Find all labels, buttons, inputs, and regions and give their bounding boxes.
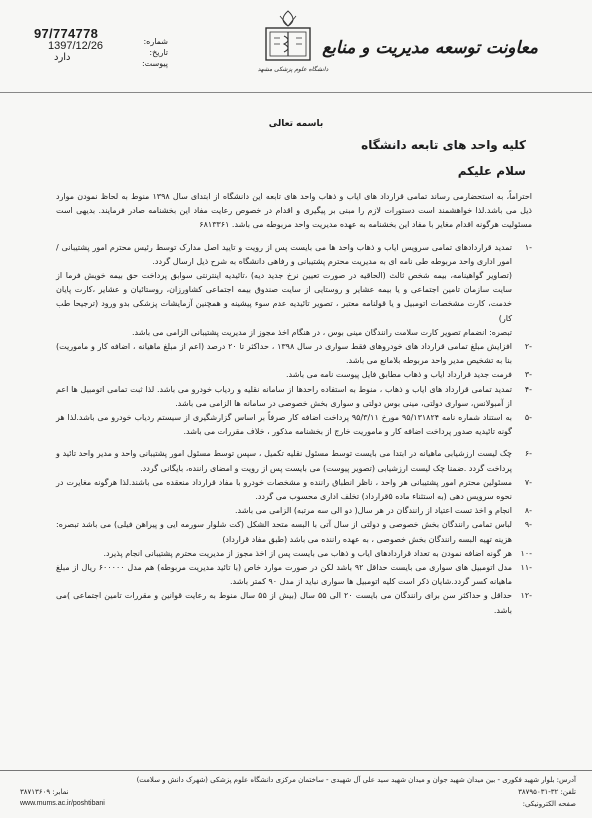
header-divider	[0, 92, 592, 93]
list-item: -۶ چک لیست ارزشیابی ماهیانه در ابتدا می بایست توسط مسئول نقلیه تکمیل ، سپس توسط مسئول امور پشتیبانی واحد و مدیر واحد تائید و پرداخت گردد .ضمنا چک لیست ارزشیابی (تصویر پیوست) می بایست پس از رویت و امضای راننده، بایگانی گردد.	[56, 449, 532, 473]
footer-phone: تلفن: ۳۲-۳۸۷۹۵۰۳۱	[518, 788, 576, 796]
label-attachment: پیوست:	[141, 59, 168, 68]
letter-greeting: سلام علیکم	[457, 164, 526, 178]
footer-address: آدرس: بلوار شهید فکوری - بین میدان شهید جوان و میدان شهید سید علی آل شهیدی - ساختمان مرکزی دانشگاه علوم پزشکی (شهرک دانش و سلامت)	[136, 776, 576, 784]
list-item: تبصره: انضمام تصویر کارت سلامت رانندگان مینی بوس ، در هنگام اخذ مجوز از مدیریت پشتیبانی الزامی می باشد.	[131, 327, 512, 337]
letter-meta	[34, 28, 103, 64]
footer-divider	[0, 770, 592, 771]
list-item: (تصاویر گواهینامه، بیمه شخص ثالث (الحاقیه در صورت تعیین نرخ جدید دیه) ،تائیدیه اینترنتی سوابق پرداخت حق بیمه خویش فرما از سایت سازمان تامین اجتماعی و یا بیمه عشایر و روستایی از سایت صندوق بیمه اجتماعی کشاورزان، روستائیان و عشایر ،کارت پایان خدمت، کارت مشخصات اتومبیل و یا قولنامه معتبر ، تصویر تائیدیه عدم سوء پیشینه و همچنین آزمایشات پزشکی بدو ورود (ترجیحا طب کار)	[56, 271, 512, 323]
letter-intro: احتراماً، به استحضارمی رساند تمامی قرارداد های ایاب و ذهاب واحد های تابعه این دانشگاه از ابتدای سال ۱۳۹۸ منوط به لحاظ نمودن موارد ذیل می باشد.لذا خواهشمند است دستورات لازم را مبنی بر پیگیری و اقدام در خصوص رعایت مفاد این بخشنامه صادر فرمایند. بدیهی است مسئولیت هرگونه اقدام مغایر با مفاد این بخشنامه به عهده مدیریت واحد مربوطه می باشد. ۶۸۱۳۳۶۱	[56, 192, 533, 230]
letter-body	[56, 190, 532, 618]
footer-website-label: صفحه الکترونیکی:	[522, 800, 576, 808]
letter-meta-labels	[118, 36, 168, 69]
list-item: -۱ تمدید قراردادهای تمامی سرویس ایاب و ذهاب واحد ها می بایست پس از رویت و تایید اصل مدارک توسط رئیس محترم امور پشتیبانی / امور اداری واحد مربوطه طی نامه ای به مدیریت محترم پشتیبانی و رفاهی دانشگاه به شرح ذیل ارسال گردد.	[56, 242, 532, 266]
letter-addressee: کلیه واحد های تابعه دانشگاه	[361, 138, 526, 152]
letter-attachment: دارد	[54, 52, 71, 63]
university-emblem-icon	[258, 8, 318, 64]
list-item: -۱۱ مدل اتومبیل های سواری می بایست حداقل ۹۲ باشد لکن در صورت موارد خاص (با تائید مدیریت مربوطه) هم مدل ۶۰۰۰۰۰ ریال از مبلغ ماهیانه کسر گردد.شایان ذکر است کلیه اتومبیل ها سواری نباید از مدل ۹۰ کمتر باشد.	[56, 563, 532, 587]
list-item: -۱۲ حداقل و حداکثر سن برای رانندگان می بایست ۲۰ الی ۵۵ سال (بیش از ۵۵ سال منوط به رعایت قوانین و مقررات تامین اجتماعی )می باشد.	[56, 591, 532, 615]
list-item: -۲ افزایش مبلغ تمامی قرارداد های خودروهای فقط سواری در سال ۱۳۹۸ ، حداکثر تا ۲۰ درصد (اعم از مبلغ ماهیانه ، اضافه کار و ماموریت) بنا به تشخیص مدیر واحد مربوطه بلامانع می باشد.	[56, 342, 532, 366]
list-item: -۸ انجام و اخذ تست اعتیاد از رانندگان در هر سال( دو الی سه مرتبه) الزامی می باشد.	[234, 506, 532, 516]
university-name: دانشگاه علوم پزشکی مشهد	[257, 66, 329, 73]
department-title: معاونت توسعه مدیریت و منابع	[322, 38, 538, 58]
footer-fax: نمابر: ۳۸۷۱۳۶۰۹	[20, 788, 69, 796]
letter-footer	[20, 774, 576, 810]
letter-date: 1397/12/26	[48, 40, 104, 52]
list-item: -۳ فرمت جدید قرارداد ایاب و ذهاب مطابق فایل پیوست نامه می باشد.	[286, 370, 532, 380]
list-item: -۴ تمدید تمامی قرارداد های ایاب و ذهاب ، منوط به استفاده راحدها از سامانه نقلیه و ردیاب خودرو می باشد. لذا ثبت تمامی اتومبیل ها اعم از آمبولانس، سواری دولتی، مینی بوس دولتی و سواری بخش خصوصی در سامانه ها الزامی می باشد.	[56, 384, 532, 408]
label-number: شماره:	[143, 37, 168, 46]
letter-salutation-heading: باسمه تعالی	[268, 119, 324, 129]
list-item: -۵ به استناد شماره نامه ۹۵/۱۳۱۸۲۴ مورخ ۹۵/۳/۱۱ پرداخت اضافه کار صرفاً بر اساس گزارشگیری از سیستم ردیاب خودرو می باشد.لذا هر گونه تائیدیه صدور پرداخت اضافه کار و ماموریت خارج از بخشنامه مذکور ، خلاف مقررات می باشد.	[56, 413, 532, 437]
label-date: تاریخ:	[149, 48, 168, 57]
letter-number: 97/774778	[34, 26, 99, 41]
list-item: -۷ مسئولین محترم امور پشتیبانی هر واحد ، ناظر انطباق راننده و مشخصات خودرو با مفاد قرارداد منعقده می باشند.لذا هرگونه مغایرت در نحوه سرویس دهی (به استثناء ماده ۵قرارداد) تخلف اداری محسوب می گردد.	[56, 477, 532, 502]
list-item: -۱۰ هر گونه اضافه نمودن به تعداد قراردادهای ایاب و ذهاب می بایست پس از اخذ مجوز از مدیریت محترم پشتیبانی انجام پذیرد.	[103, 548, 532, 558]
footer-website-link[interactable]: www.mums.ac.ir/poshtibani	[20, 800, 105, 807]
list-item: -۹ لباس تمامی رانندگان بخش خصوصی و دولتی از سال آتی با البسه متحد الشکل (کت شلوار سورمه ایی و پیراهن فیلی) می باشد تبصره: هزینه تهیه البسه رانندگان بخش خصوصی ، به عهده راننده می باشد (طبق مفاد قرارداد)	[56, 520, 532, 544]
